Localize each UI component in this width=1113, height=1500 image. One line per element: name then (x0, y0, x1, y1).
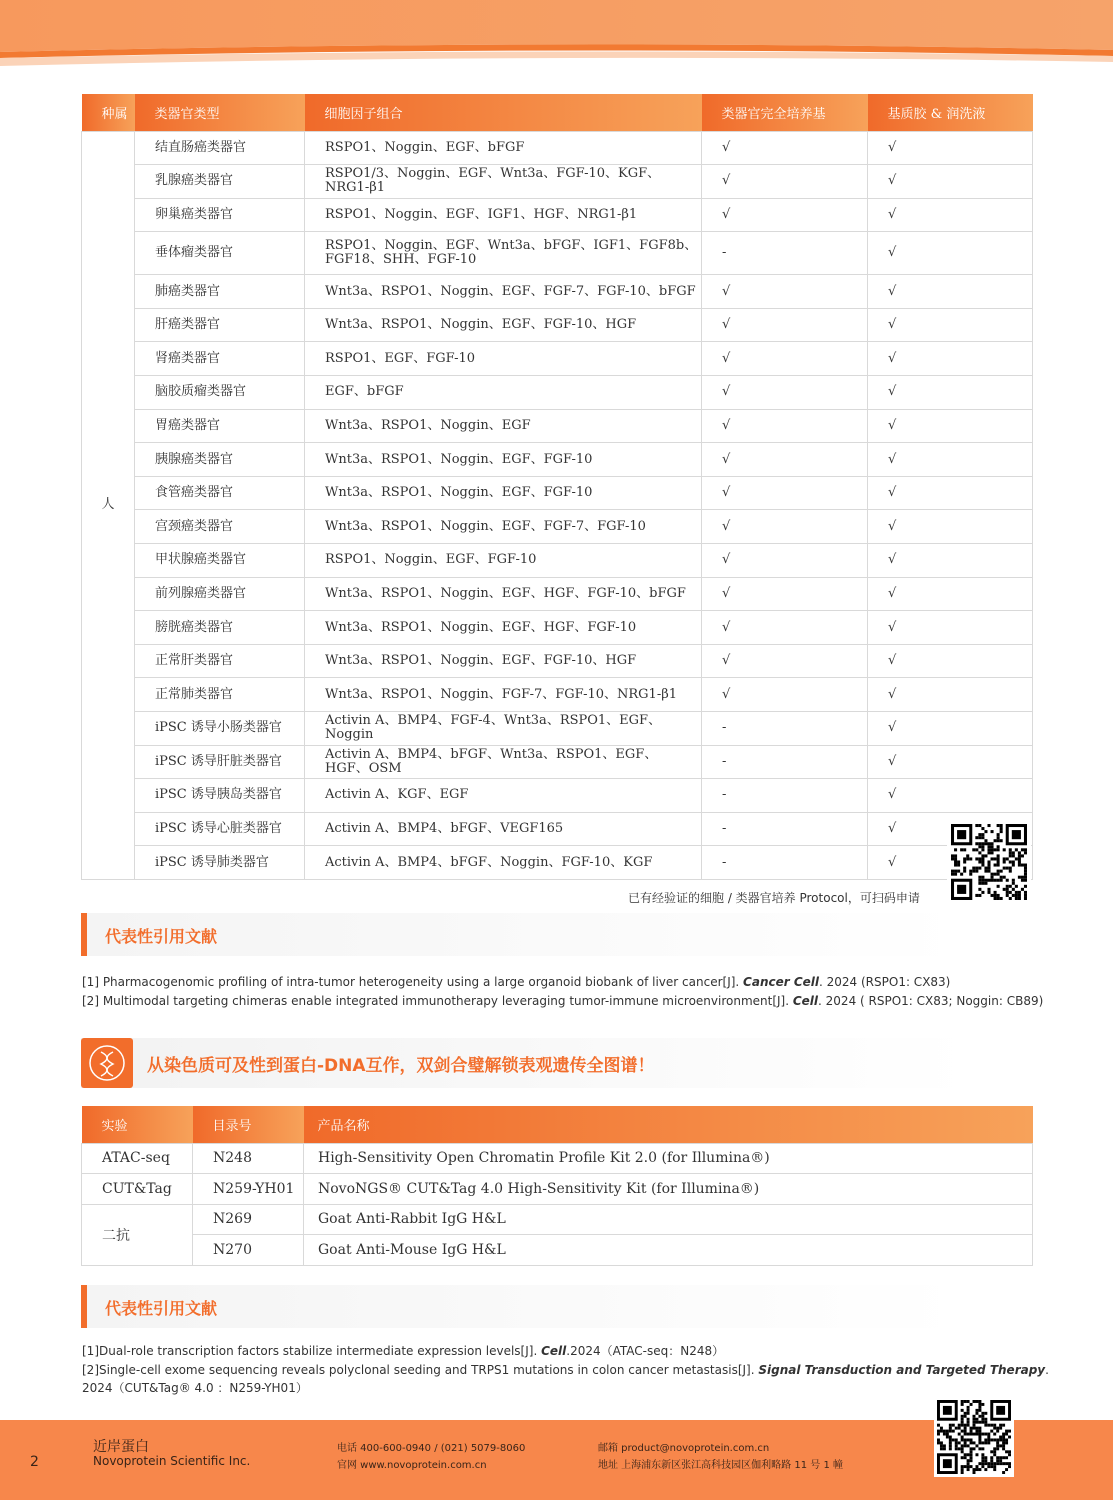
references-title-2: 代表性引用文献 (105, 1299, 218, 1318)
matrigel-cell: √ (868, 232, 1033, 275)
organoid-type-cell: 正常肺类器官 (135, 678, 305, 712)
cytokines-cell: Wnt3a、RSPO1、Noggin、EGF、FGF-7、FGF-10、bFGF (305, 275, 702, 309)
organoid-table (81, 94, 1033, 880)
table-row (82, 712, 1033, 746)
brand-name-en: Novoprotein Scientific Inc. (93, 1454, 251, 1468)
medium-cell: √ (702, 165, 868, 199)
medium-cell: √ (702, 644, 868, 678)
medium-cell: √ (702, 131, 868, 165)
reference-item: [1] Pharmacogenomic profiling of intra-tumor heterogeneity using a large organoid biobank of liver cancer[J]. Cancer Cell. 2024 (RSPO1: CX83) (82, 975, 951, 989)
matrigel-cell: √ (868, 376, 1033, 410)
table-row (82, 1174, 1033, 1205)
cytokines-cell: Activin A、BMP4、bFGF、Wnt3a、RSPO1、EGF、HGF、OSM (305, 745, 702, 779)
references-list-2 (82, 1342, 1049, 1398)
organoid-type-cell: 肺癌类器官 (135, 275, 305, 309)
brand-name: 近岸蛋白 (93, 1439, 149, 1455)
reference-item: [2] Multimodal targeting chimeras enable integrated immunotherapy leveraging tumor-immune microenvironment[J]. Cell. 2024 ( RSPO1: CX83; Noggin: CB89) (82, 993, 1044, 1008)
cytokines-cell: Wnt3a、RSPO1、Noggin、FGF-7、FGF-10、NRG1-β1 (305, 678, 702, 712)
matrigel-cell: √ (868, 846, 1033, 880)
header-decoration (0, 0, 1113, 74)
matrigel-cell: √ (868, 678, 1033, 712)
organoid-type-cell: 肝癌类器官 (135, 308, 305, 342)
organoid-type-cell: 宫颈癌类器官 (135, 510, 305, 544)
product-name-cell: Goat Anti-Mouse IgG H&L (304, 1235, 1033, 1266)
website-link[interactable]: 官网 www.novoprotein.com.cn (337, 1460, 487, 1471)
reference-item: [2]Single-cell exome sequencing reveals polyclonal seeding and TRPS1 mutations in colon cancer metastasis[J]. Signal Transduction and Targeted Therapy. (82, 1362, 1049, 1377)
medium-cell: √ (702, 577, 868, 611)
address-text: 地址 上海浦东新区张江高科技园区伽利略路 11 号 1 幢 (598, 1460, 843, 1471)
references-heading-2 (81, 1285, 961, 1328)
table-row (82, 745, 1033, 779)
organoid-type-cell: 胰腺癌类器官 (135, 443, 305, 477)
catalog-cell: N270 (193, 1235, 304, 1266)
organoid-type-cell: 正常肝类器官 (135, 644, 305, 678)
organoid-type-cell: iPSC 诱导胰岛类器官 (135, 779, 305, 813)
organoid-type-cell: 垂体瘤类器官 (135, 232, 305, 275)
qr-code-icon (951, 824, 1027, 900)
medium-cell: √ (702, 376, 868, 410)
matrigel-cell: √ (868, 644, 1033, 678)
organoid-type-cell: 乳腺癌类器官 (135, 165, 305, 199)
table-row (82, 779, 1033, 813)
header-medium: 类器官完全培养基 (702, 94, 868, 131)
cytokines-cell: Wnt3a、RSPO1、Noggin、EGF (305, 409, 702, 443)
header-experiment: 实验 (82, 1106, 193, 1143)
matrigel-cell: √ (868, 342, 1033, 376)
qr-code-icon (937, 1400, 1011, 1474)
organoid-type-cell: 脑胶质瘤类器官 (135, 376, 305, 410)
cytokines-cell: Activin A、BMP4、FGF-4、Wnt3a、RSPO1、EGF、Noggin (305, 712, 702, 746)
cytokines-cell: RSPO1/3、Noggin、EGF、Wnt3a、FGF-10、KGF、NRG1-β1 (305, 165, 702, 199)
protocol-qr-code[interactable] (947, 820, 1031, 904)
protocol-note: 已有经验证的细胞 / 类器官培养 Protocol，可扫码申请 (628, 891, 920, 905)
header-organoid-type: 类器官类型 (135, 94, 305, 131)
table-row (82, 577, 1033, 611)
cytokines-cell: Wnt3a、RSPO1、Noggin、EGF、FGF-10 (305, 443, 702, 477)
organoid-type-cell: iPSC 诱导心脏类器官 (135, 812, 305, 846)
cytokines-cell: RSPO1、Noggin、EGF、FGF-10 (305, 544, 702, 578)
cytokines-cell: Wnt3a、RSPO1、Noggin、EGF、FGF-10、HGF (305, 644, 702, 678)
cytokines-cell: Wnt3a、RSPO1、Noggin、EGF、HGF、FGF-10 (305, 611, 702, 645)
catalog-cell: N269 (193, 1204, 304, 1235)
experiment-cell: ATAC-seq (82, 1143, 193, 1174)
table-row (82, 611, 1033, 645)
cytokines-cell: Wnt3a、RSPO1、Noggin、EGF、FGF-10、HGF (305, 308, 702, 342)
organoid-type-cell: 胃癌类器官 (135, 409, 305, 443)
table-row (82, 644, 1033, 678)
matrigel-cell: √ (868, 409, 1033, 443)
product-name-cell: Goat Anti-Rabbit IgG H&L (304, 1204, 1033, 1235)
epigenetics-banner (81, 1038, 971, 1088)
product-table (81, 1106, 1033, 1266)
table-row (82, 198, 1033, 232)
section-accent-bar (81, 913, 87, 956)
medium-cell: - (702, 779, 868, 813)
header-species: 种属 (82, 94, 135, 131)
page-number: 2 (30, 1454, 39, 1470)
medium-cell: - (702, 846, 868, 880)
table-row (82, 476, 1033, 510)
epigenetics-title: 从染色质可及性到蛋白-DNA互作，双剑合璧解锁表观遗传全图谱！ (147, 1056, 655, 1076)
medium-cell: - (702, 712, 868, 746)
medium-cell: √ (702, 198, 868, 232)
medium-cell: √ (702, 443, 868, 477)
cytokines-cell: Wnt3a、RSPO1、Noggin、EGF、FGF-7、FGF-10 (305, 510, 702, 544)
matrigel-cell: √ (868, 779, 1033, 813)
table-row (82, 510, 1033, 544)
organoid-type-cell: 结直肠癌类器官 (135, 131, 305, 165)
catalog-cell: N259-YH01 (193, 1174, 304, 1205)
medium-cell: √ (702, 476, 868, 510)
organoid-table-header (82, 94, 1033, 131)
medium-cell: √ (702, 544, 868, 578)
matrigel-cell: √ (868, 198, 1033, 232)
organoid-type-cell: 食管癌类器官 (135, 476, 305, 510)
matrigel-cell: √ (868, 308, 1033, 342)
medium-cell: √ (702, 510, 868, 544)
cytokines-cell: Activin A、BMP4、bFGF、Noggin、FGF-10、KGF (305, 846, 702, 880)
organoid-type-cell: 膀胱癌类器官 (135, 611, 305, 645)
organoid-type-cell: 肾癌类器官 (135, 342, 305, 376)
medium-cell: - (702, 745, 868, 779)
footer-qr-code[interactable] (934, 1397, 1014, 1477)
matrigel-cell: √ (868, 544, 1033, 578)
product-table-header (82, 1106, 1033, 1143)
catalog-cell: N248 (193, 1143, 304, 1174)
medium-cell: √ (702, 409, 868, 443)
table-row (82, 678, 1033, 712)
table-row (82, 443, 1033, 477)
organoid-type-cell: iPSC 诱导肝脏类器官 (135, 745, 305, 779)
table-row (82, 1143, 1033, 1174)
references-title-1: 代表性引用文献 (105, 927, 218, 946)
table-row (82, 544, 1033, 578)
medium-cell: - (702, 232, 868, 275)
matrigel-cell: √ (868, 712, 1033, 746)
header-catalog: 目录号 (193, 1106, 304, 1143)
medium-cell: - (702, 812, 868, 846)
table-row (82, 812, 1033, 846)
table-row (82, 342, 1033, 376)
matrigel-cell: √ (868, 577, 1033, 611)
matrigel-cell: √ (868, 131, 1033, 165)
organoid-type-cell: 卵巢癌类器官 (135, 198, 305, 232)
medium-cell: √ (702, 678, 868, 712)
cytokines-cell: Activin A、KGF、EGF (305, 779, 702, 813)
reference-item: 2024（CUT&Tag® 4.0 ：N259-YH01） (82, 1381, 308, 1395)
organoid-type-cell: iPSC 诱导小肠类器官 (135, 712, 305, 746)
cytokines-cell: RSPO1、Noggin、EGF、Wnt3a、bFGF、IGF1、FGF8b、FGF18、SHH、FGF-10 (305, 232, 702, 275)
matrigel-cell: √ (868, 165, 1033, 199)
table-row (82, 1204, 1033, 1235)
phone-text: 电话 400-600-0940 / (021) 5079-8060 (337, 1443, 526, 1454)
organoid-type-cell: 甲状腺癌类器官 (135, 544, 305, 578)
matrigel-cell: √ (868, 812, 1033, 846)
reference-item: [1]Dual-role transcription factors stabilize intermediate expression levels[J]. Cell.2024（ATAC-seq：N248） (82, 1344, 725, 1358)
references-list-1 (82, 973, 1043, 1010)
species-cell: 人 (82, 131, 135, 879)
organoid-type-cell: iPSC 诱导肺类器官 (135, 846, 305, 880)
table-row (82, 131, 1033, 165)
table-row (82, 308, 1033, 342)
table-row (82, 232, 1033, 275)
table-row (82, 376, 1033, 410)
medium-cell: √ (702, 611, 868, 645)
cytokines-cell: Wnt3a、RSPO1、Noggin、EGF、FGF-10 (305, 476, 702, 510)
organoid-type-cell: 前列腺癌类器官 (135, 577, 305, 611)
cytokines-cell: EGF、bFGF (305, 376, 702, 410)
cytokines-cell: RSPO1、Noggin、EGF、bFGF (305, 131, 702, 165)
table-row (82, 1235, 1033, 1266)
experiment-cell: 二抗 (82, 1204, 193, 1265)
header-cytokines: 细胞因子组合 (305, 94, 702, 131)
section-accent-bar (81, 1285, 87, 1328)
cytokines-cell: RSPO1、EGF、FGF-10 (305, 342, 702, 376)
matrigel-cell: √ (868, 611, 1033, 645)
table-row (82, 846, 1033, 880)
table-row (82, 409, 1033, 443)
medium-cell: √ (702, 308, 868, 342)
header-matrigel: 基质胶 & 润洗液 (868, 94, 1033, 131)
matrigel-cell: √ (868, 476, 1033, 510)
matrigel-cell: √ (868, 745, 1033, 779)
header-product-name: 产品名称 (304, 1106, 1033, 1143)
medium-cell: √ (702, 275, 868, 309)
table-row (82, 165, 1033, 199)
product-name-cell: High-Sensitivity Open Chromatin Profile Kit 2.0 (for Illumina®) (304, 1143, 1033, 1174)
references-heading-1 (81, 913, 961, 956)
matrigel-cell: √ (868, 443, 1033, 477)
dna-icon (81, 1038, 133, 1088)
product-name-cell: NovoNGS® CUT&Tag 4.0 High-Sensitivity Kit (for Illumina®) (304, 1174, 1033, 1205)
experiment-cell: CUT&Tag (82, 1174, 193, 1205)
cytokines-cell: Wnt3a、RSPO1、Noggin、EGF、HGF、FGF-10、bFGF (305, 577, 702, 611)
cytokines-cell: RSPO1、Noggin、EGF、IGF1、HGF、NRG1-β1 (305, 198, 702, 232)
matrigel-cell: √ (868, 510, 1033, 544)
email-link[interactable]: 邮箱 product@novoprotein.com.cn (598, 1443, 770, 1454)
table-row (82, 275, 1033, 309)
matrigel-cell: √ (868, 275, 1033, 309)
medium-cell: √ (702, 342, 868, 376)
cytokines-cell: Activin A、BMP4、bFGF、VEGF165 (305, 812, 702, 846)
